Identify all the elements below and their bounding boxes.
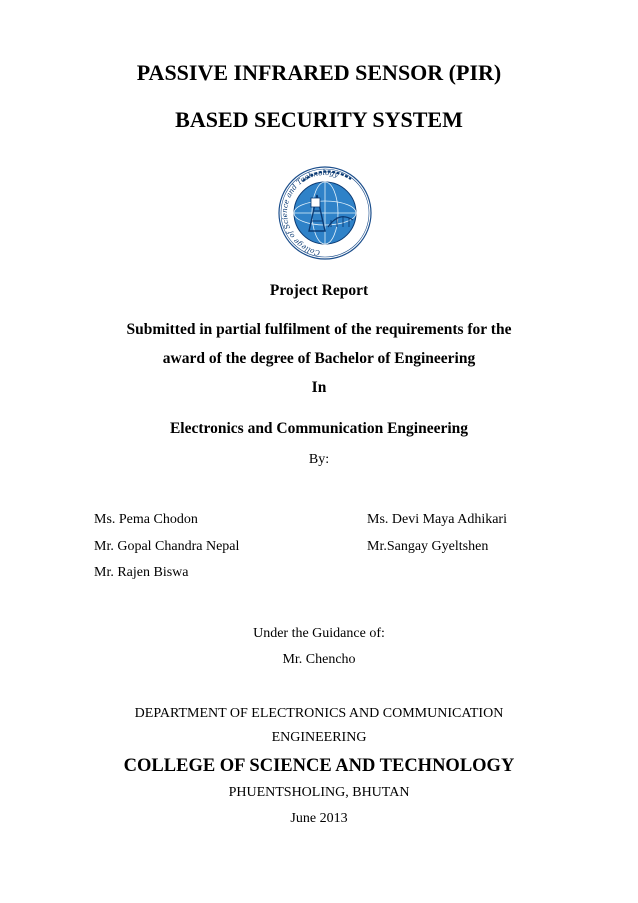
by-label: By: <box>308 452 330 467</box>
date: June 2013 <box>290 811 348 826</box>
college-name: COLLEGE OF SCIENCE AND TECHNOLOGY <box>123 756 515 776</box>
in-label: In <box>311 379 327 396</box>
author-left-2: Mr. Gopal Chandra Nepal <box>94 539 240 554</box>
author-left-1: Ms. Pema Chodon <box>94 512 198 527</box>
submitted-line-2: award of the degree of Bachelor of Engineering <box>162 350 476 367</box>
author-right-1: Ms. Devi Maya Adhikari <box>367 512 507 527</box>
college-seal-logo <box>273 165 378 260</box>
department-line-1: DEPARTMENT OF ELECTRONICS AND COMMUNICATION <box>134 706 504 721</box>
field-of-study: Electronics and Communication Engineering <box>169 420 469 437</box>
author-left-3: Mr. Rajen Biswa <box>94 565 189 580</box>
guide-name: Mr. Chencho <box>282 652 356 667</box>
logo-ring-text: College of Science and Technology <box>279 167 340 258</box>
title-line-1: PASSIVE INFRARED SENSOR (PIR) <box>136 60 502 85</box>
location: PHUENTSHOLING, BHUTAN <box>228 785 410 800</box>
title-line-2: BASED SECURITY SYSTEM <box>175 107 463 132</box>
author-right-2: Mr.Sangay Gyeltshen <box>367 539 489 554</box>
submitted-line-1: Submitted in partial fulfilment of the requirements for the <box>126 321 512 338</box>
report-type: Project Report <box>269 282 369 299</box>
department-line-2: ENGINEERING <box>271 730 367 745</box>
guidance-label: Under the Guidance of: <box>253 626 385 641</box>
